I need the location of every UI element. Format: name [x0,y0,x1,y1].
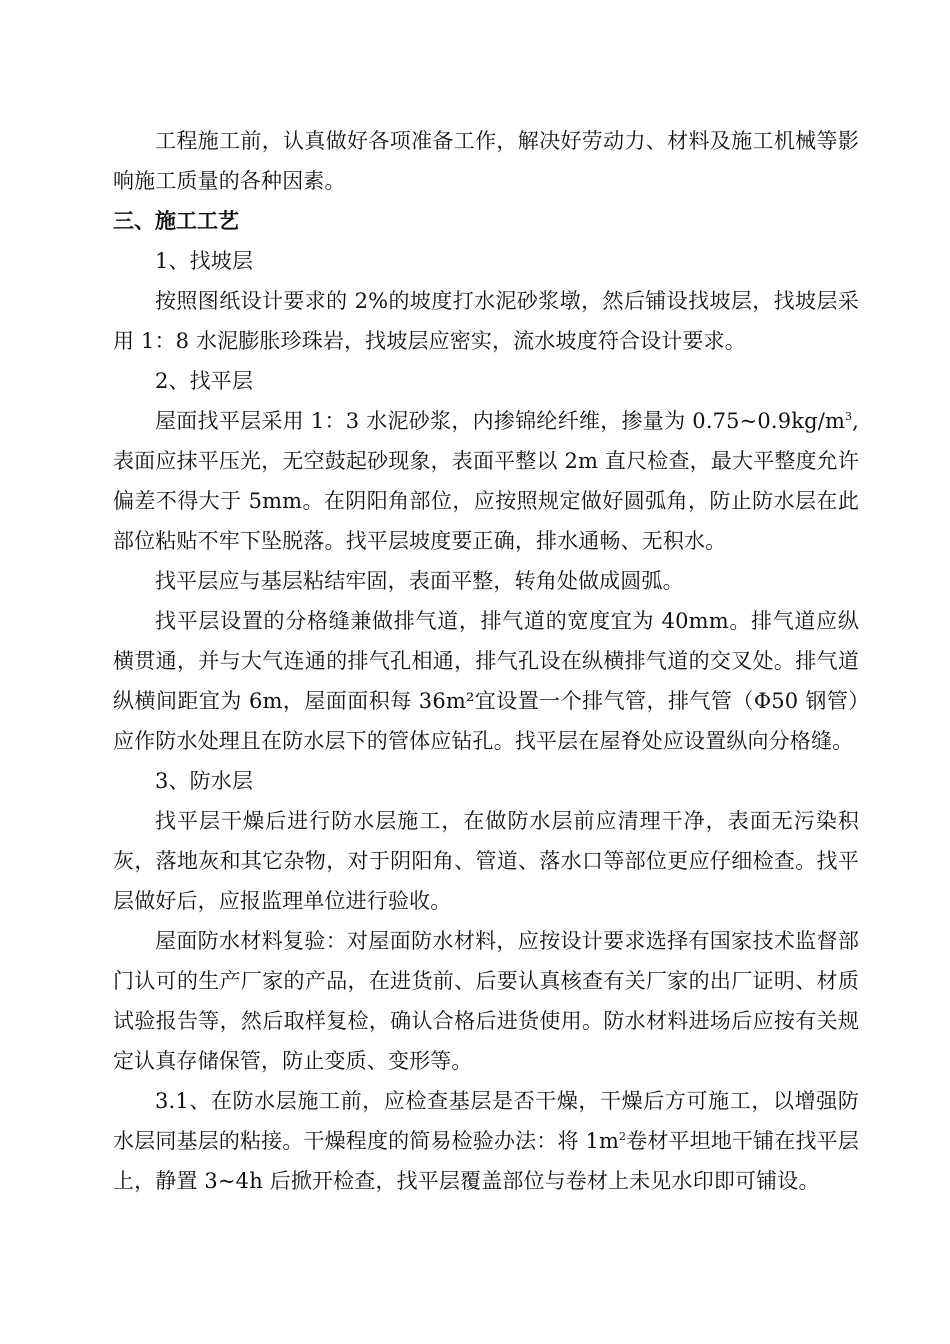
leveling-layer-paragraph-3: 找平层设置的分格缝兼做排气道，排气道的宽度宜为 40mm。排气道应纵横贯通，并与大气连通的排气孔相通，排气孔设在纵横排气道的交叉处。排气道纵横间距宜为 6m，屋面面积每 36m²宜设置一个排气管，排气管（Φ50 钢管）应作防水处理且在防水层下的管体应钻孔。找平层在屋脊处应设置纵向分格缝。 [113,609,859,753]
subsection-title-leveling-layer: 2、找平层 [155,369,254,393]
waterproof-3-1-paragraph [113,1081,859,1201]
leveling-text-b: ,表面应抹平压光，无空鼓起砂现象，表面平整以 2m 直尺检查，最大平整度允许偏差不得大于 5mm。在阴阳角部位，应按照规定做好圆弧角，防止防水层在此部位粘贴不牢下坠脱落。找平层坡度要正确，排水通畅、无积水。 [113,409,859,553]
dryness-text-a: 3.1、在防水层施工前，应检查基层是否干燥，干燥后方可施工，以增强防水层同基层的粘接。干燥程度的简易检验办法：将 1m [113,1089,859,1153]
slope-layer-paragraph: 按照图纸设计要求的 2%的坡度打水泥砂浆墩，然后铺设找坡层，找坡层采用 1：8 水泥膨胀珍珠岩，找坡层应密实，流水坡度符合设计要求。 [113,289,859,353]
leveling-layer-paragraph-2: 找平层应与基层粘结牢固，表面平整，转角处做成圆弧。 [155,569,684,593]
cubic-superscript: 3 [845,410,853,423]
leveling-layer-paragraph-1 [113,401,859,561]
subsection-title-waterproof-layer: 3、防水层 [155,769,254,793]
waterproof-layer-paragraph-1: 找平层干燥后进行防水层施工，在做防水层前应清理干净，表面无污染积灰，落地灰和其它杂物，对于阴阳角、管道、落水口等部位更应仔细检查。找平层做好后，应报监理单位进行验收。 [113,809,859,913]
waterproof-layer-paragraph-2: 屋面防水材料复验：对屋面防水材料，应按设计要求选择有国家技术监督部门认可的生产厂家的产品，在进货前、后要认真核查有关厂家的出厂证明、材质试验报告等，然后取样复检，确认合格后进货使用。防水材料进场后应按有关规定认真存储保管，防止变质、变形等。 [113,929,859,1073]
section-heading: 三、施工工艺 [113,209,239,233]
intro-paragraph: 工程施工前，认真做好各项准备工作，解决好劳动力、材料及施工机械等影响施工质量的各种因素。 [113,129,859,193]
subsection-title-slope-layer: 1、找坡层 [155,249,254,273]
document-body [113,121,859,1201]
square-superscript: 2 [619,1130,627,1143]
leveling-text-a: 屋面找平层采用 1：3 水泥砂浆，内掺锦纶纤维，掺量为 0.75~0.9kg/m [155,409,846,433]
dryness-text-b: 卷材平坦地干铺在找平层上，静置 3~4h 后掀开检查，找平层覆盖部位与卷材上未见水印即可铺设。 [113,1129,859,1193]
